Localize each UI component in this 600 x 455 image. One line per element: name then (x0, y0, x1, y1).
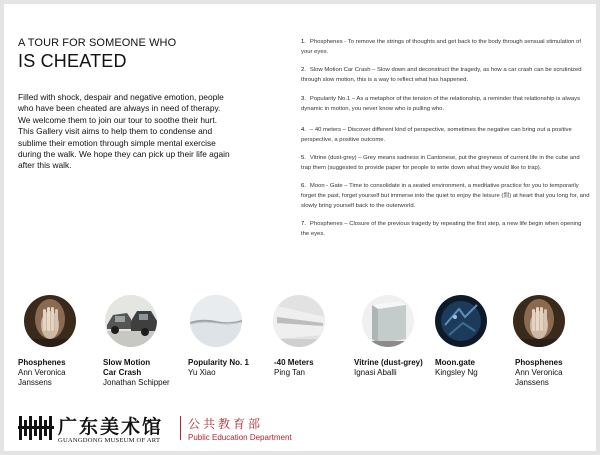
artwork-photo-vitrine (362, 295, 414, 347)
artwork-title: Phosphenes (18, 358, 66, 367)
step-number: 1. (301, 39, 306, 45)
step-number: 2. (301, 67, 306, 73)
tour-step (301, 181, 591, 211)
intro-paragraph: Filled with shock, despair and negative emotion, people who have been cheated are always in need of therapy. We welcome them to join our tour to soothe their hurt. This Gallery visit aims to help them to condense and sublime their emotion through simple mental exercise during the walk. We hope they can pick up their life again after this walk. (18, 92, 230, 171)
artist-name: Ann Veronica Janssens (18, 368, 66, 387)
step-number: 6. (301, 183, 306, 189)
artwork-info (435, 358, 525, 378)
artist-name: Ignasi Aballi (354, 368, 397, 377)
artist-name: Kingsley Ng (435, 368, 478, 377)
artwork-info (188, 358, 278, 378)
step-text: Popularity No.1 – As a metaphor of the tension of the relationship, a reminder that relationship is always dynamic in motion, you never know who is pulling who. (301, 96, 581, 112)
step-number: 3. (301, 96, 306, 102)
artist-name: Yu Xiao (188, 368, 216, 377)
artwork-info (515, 358, 600, 388)
artwork-title: Phosphenes (515, 358, 563, 367)
step-number: 4. (301, 127, 306, 133)
artwork-photo-gallery-wall (273, 295, 325, 347)
artwork-photo-moon-gate (435, 295, 487, 347)
footer-branding (18, 411, 398, 445)
artwork-title: Vitrine (dust-grey) (354, 358, 423, 367)
artwork-photo-car-crash (105, 295, 157, 347)
step-text: Slow Motion Car Crash – Slow down and deconstruct the tragedy, as how a car crash can be scrutinized through slow motion, this is a way to reflect what has happened. (301, 67, 582, 83)
step-text: Phosphenes - To remove the strings of thoughts and get back to the body through sensual stimulation of your eyes. (301, 39, 581, 55)
artist-name: Jonathan Schipper (103, 378, 170, 387)
footer-divider (180, 416, 181, 440)
step-number: 5. (301, 155, 306, 161)
artwork-title: -40 Meters (274, 358, 314, 367)
poster-title: IS CHEATED (18, 51, 127, 71)
step-number: 7. (301, 221, 306, 227)
artwork-title: Slow Motion Car Crash (103, 358, 151, 377)
artwork-photo-phosphenes (513, 295, 565, 347)
artwork-info (18, 358, 108, 388)
step-text: Phosphenes – Closure of the previous tragedy by repeating the first step, a new life begin when opening the eyes. (301, 221, 582, 237)
artwork-info (274, 358, 364, 378)
museum-name-english: GUANGDONG MUSEUM OF ART (58, 437, 161, 444)
artwork-strip (18, 295, 598, 395)
tour-step (301, 94, 591, 114)
artwork-photo-phosphenes (24, 295, 76, 347)
tour-step (301, 37, 591, 57)
artwork-photo-rope (190, 295, 242, 347)
tour-step (301, 219, 591, 239)
tour-step (301, 153, 591, 173)
step-text: Vitrine (dust-grey) – Grey means sadness in Cantonese, put the greyness of current life in the cube and trap them (suggested to provide paper for people to write down what they would like to trap). (301, 155, 580, 171)
artist-name: Ping Tan (274, 368, 305, 377)
artwork-info (354, 358, 444, 378)
tour-steps-list (301, 37, 591, 239)
poster-sheet (4, 4, 596, 451)
department-name-english: Public Education Department (188, 433, 292, 442)
poster-subtitle: A TOUR FOR SOMEONE WHO (18, 37, 177, 49)
tour-step (301, 65, 591, 85)
artwork-title: Popularity No. 1 (188, 358, 249, 367)
step-text: Moon - Gate – Time to consolidate in a seated environment, a meditative practice for you to temporarily forget the past, forget yourself but immerse into the quiet to enjoy the leisure (閒) at heart that you long for, and slowly bring yourself back to the outerworld. (301, 183, 590, 209)
artwork-info (103, 358, 193, 388)
museum-logo-icon (18, 414, 54, 442)
department-name-chinese: 公共教育部 (188, 417, 264, 431)
step-text: – 40 meters – Discover different kind of perspective, sometimes the negative can bring out a positive perspective, a positive outcome. (301, 127, 572, 143)
artwork-title: Moon.gate (435, 358, 475, 367)
artist-name: Ann Veronica Janssens (515, 368, 563, 387)
tour-step (301, 125, 591, 145)
museum-name-chinese: 广东美术馆 (58, 416, 164, 438)
